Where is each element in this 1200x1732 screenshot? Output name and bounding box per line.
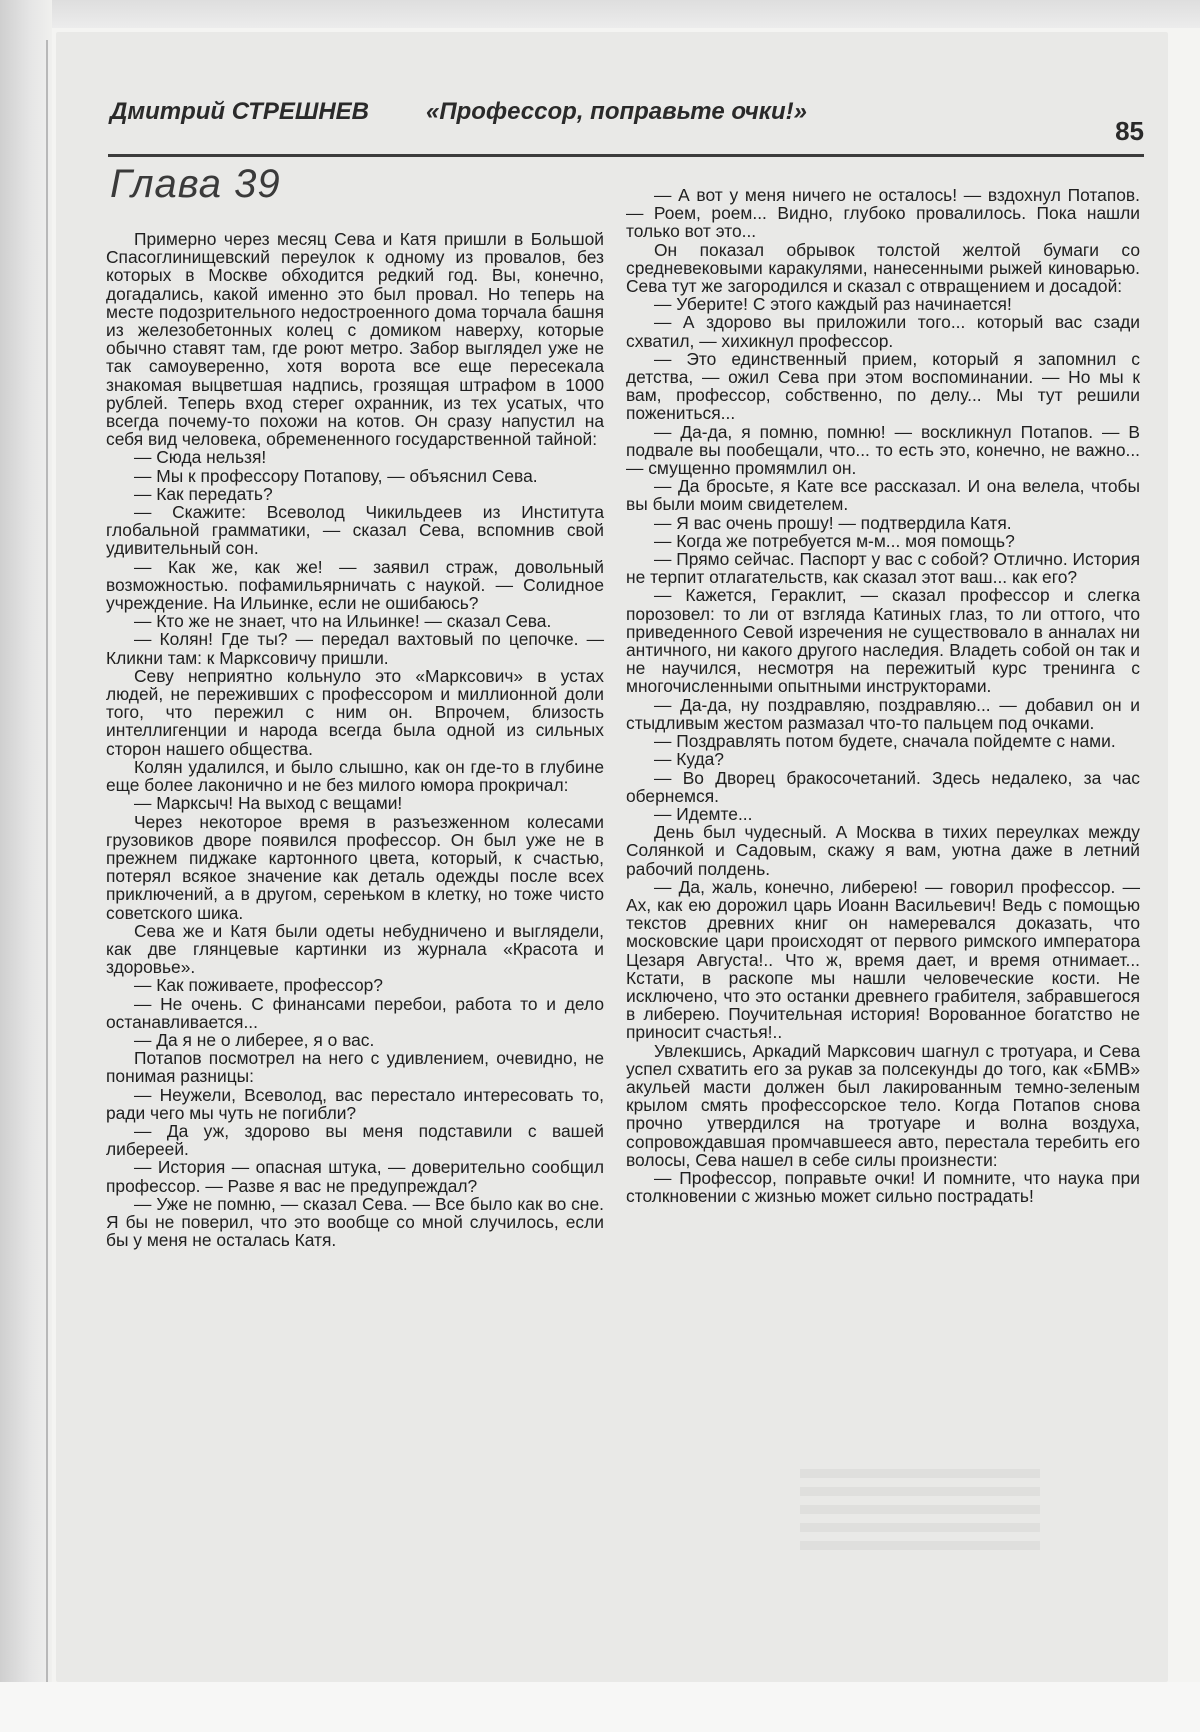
paragraph: — А вот у меня ничего не осталось! — вздохнул Потапов. — Роем, роем... Видно, глубоко провалилось. Пока нашли только вот это... bbox=[626, 185, 1140, 242]
paragraph: — История — опасная штука, — доверительно сообщил профессор. — Разве я вас не предупреждал? bbox=[106, 1157, 604, 1196]
header-title: «Профессор, поправьте очки!» bbox=[426, 98, 807, 125]
running-header bbox=[108, 96, 1144, 157]
scan-bottom-edge bbox=[0, 1682, 1200, 1732]
page-number: 85 bbox=[1115, 116, 1144, 146]
paragraph: — Поздравлять потом будете, сначала пойдемте с нами. bbox=[654, 731, 1116, 752]
paragraph: — Куда? bbox=[654, 749, 724, 770]
paragraph: — Профессор, поправьте очки! И помните, что наука при столкновении с жизнью может сильно пострадать! bbox=[626, 1167, 1140, 1207]
paragraph: — Да бросьте, я Кате все рассказал. И она велела, чтобы вы были моим свидетелем. bbox=[626, 476, 1140, 515]
paragraph: — Да-да, я помню, помню! — воскликнул Потапов. — В подвале вы пообещали, что... то есть это, конечно, не важно... — смущенно промямлил он. bbox=[626, 421, 1140, 479]
paragraph: Через некоторое время в разъезженном колесами грузовиков дворе появился профессор. Он был уже не в прежнем пиджаке картонного цвета, который, к счастью, потерял всякое значение как деталь одежды после всех приключений, а в другом, серењком в клетку, но тоже чисто советского шика. bbox=[106, 811, 604, 923]
paragraph: — Как же, как же! — заявил страж, довольный возможностью. пофамильярничать с наукой. — Солидное учреждение. На Ильинке, если не ошибаюсь? bbox=[106, 556, 604, 614]
paragraph: — Да уж, здорово вы меня подставили с вашей либереей. bbox=[106, 1120, 604, 1160]
paragraph: — Да-да, ну поздравляю, поздравляю... — добавил он и стыдливым жестом размазал что-то пальцем под очками. bbox=[626, 694, 1140, 733]
paragraph: Колян удалился, и было слышно, как он где-то в глубине еще более лаконично и не без милого юмора прокричал: bbox=[106, 756, 604, 796]
paragraph: — Уже не помню, — сказал Сева. — Все было как во сне. Я бы не поверил, что это вообще со мной случилось, если бы у меня не осталась Катя. bbox=[106, 1193, 604, 1251]
paragraph: — Идемте... bbox=[654, 803, 753, 824]
paragraph: — Марксыч! На выход с вещами! bbox=[134, 793, 403, 814]
paragraph: — Не очень. С финансами перебои, работа то и дело останавливается... bbox=[106, 993, 604, 1032]
chapter-heading: Глава 39 bbox=[110, 162, 281, 206]
paragraph: — Кто же не знает, что на Ильинке! — сказал Сева. bbox=[134, 611, 552, 632]
paragraph: — А здорово вы приложили того... который вас сзади схватил, — хихикнул профессор. bbox=[626, 312, 1140, 351]
paragraph: — Да я не о либерее, я о вас. bbox=[134, 1029, 375, 1050]
paragraph: — Да, жаль, конечно, либерею! — говорил профессор. — Ах, как ею дорожил царь Иоанн Васильевич! Ведь с помощью текстов древних книг он намеревался доказать, что московские цари происходят от первого римского императора Цезаря Августа!.. Что ж, время дает, и время отнимает... Кстати, в раскопе мы нашли человеческие кости. Не исключено, что это останки древнего грабителя, забравшегося в либерею. Поучительная история! Ворованное богатство не приносит счастья!.. bbox=[626, 876, 1140, 1043]
paragraph: — Это единственный прием, который я запомнил с детства, — ожил Сева при этом воспоминании. — Но мы к вам, профессор, собственно, по делу... Мы тут решили пожениться... bbox=[626, 348, 1140, 424]
paragraph: — Как поживаете, профессор? bbox=[134, 975, 383, 996]
paragraph: Потапов посмотрел на него с удивлением, очевидно, не понимая разницы: bbox=[106, 1048, 604, 1087]
paragraph: Примерно через месяц Сева и Катя пришли в Большой Спасоглинищевский переулок к одному из провалов, без которых в Москве обходится редкий год. Вы, конечно, догадались, какой именно это был провал. Но теперь на месте подозрительного недостроенного дома торчала башня из железобетонных колец с домиком наверху, которые обычно ставят там, где роют метро. Забор выглядел уже не так самоуверенно, хотя ворота все еще пересекала знакомая выцветшая надпись, грозящая штрафом в 1000 рублей. Теперь вход стерег охранник, из тех усатых, что всегда почему-то похожи на котов. Он сразу напустил на себя вид человека, обремененного государственной тайной: bbox=[106, 229, 604, 450]
header-author: Дмитрий СТРЕШНЕВ bbox=[110, 98, 369, 125]
paragraph: — Во Дворец бракосочетаний. Здесь недалеко, за час обернемся. bbox=[626, 767, 1140, 806]
left-column bbox=[106, 230, 604, 1249]
book-gutter bbox=[0, 0, 52, 1732]
scan-top-edge bbox=[0, 0, 1200, 28]
paragraph: — Мы к профессору Потапову, — объяснил Сева. bbox=[134, 465, 538, 486]
paragraph: Севу неприятно кольнуло это «Марксович» в устах людей, не переживших с профессором и миллионной доли того, что пережил с ним он. Впрочем, близость интеллигенции и народа всегда была одной из сильных сторон нашего общества. bbox=[106, 665, 604, 759]
paragraph: — Колян! Где ты? — передал вахтовый по цепочке. — Кликни там: к Марксовичу пришли. bbox=[106, 629, 604, 668]
paragraph: — Скажите: Всеволод Чикильдеев из Института глобальной грамматики, — сказал Сева, вспомнив свой удивительный сон. bbox=[106, 502, 604, 559]
paragraph: — Прямо сейчас. Паспорт у вас с собой? Отлично. История не терпит отлагательств, как сказал этот ваш... как его? bbox=[626, 549, 1140, 588]
paragraph: Он показал обрывок толстой желтой бумаги со средневековыми каракулями, нанесенными рыжей киноварью. Сева тут же загородился и сказал с отвращением и досадой: bbox=[626, 239, 1140, 297]
paragraph: — Как передать? bbox=[134, 483, 273, 504]
paragraph: Сева же и Катя были одеты небудничено и выглядели, как две глянцевые картинки из журнала «Красота и здоровье». bbox=[106, 920, 604, 978]
gutter-fold-line bbox=[46, 40, 48, 1690]
faint-bleedthrough bbox=[800, 1460, 1040, 1600]
paragraph: День был чудесный. А Москва в тихих переулках между Солянкой и Садовым, скажу я вам, уютна даже в летний рабочий полдень. bbox=[626, 822, 1140, 879]
right-column bbox=[626, 186, 1140, 1205]
paragraph: — Когда же потребуется м-м... моя помощь? bbox=[654, 530, 1015, 551]
paragraph: — Сюда нельзя! bbox=[134, 447, 267, 468]
paragraph: — Неужели, Всеволод, вас перестало интересовать то, ради чего мы чуть не погибли? bbox=[106, 1084, 604, 1123]
paragraph: — Кажется, Гераклит, — сказал профессор и слегка порозовел: то ли от взгляда Катиных глаз, то ли оттого, что приведенного Севой изречения не существовало в анналах ни античного, ни какого другого наследия. Владеть собой он так и не научился, несмотря на пережитый курс тренинга с многочисленными опытными инструкторами. bbox=[626, 585, 1140, 697]
paragraph: — Я вас очень прошу! — подтвердила Катя. bbox=[654, 512, 1012, 533]
paragraph: — Уберите! С этого каждый раз начинается! bbox=[654, 294, 1012, 315]
paragraph: Увлекшись, Аркадий Марксович шагнул с тротуара, и Сева успел схватить его за рукав за полсекунды до того, как «БМВ» акульей масти должен был лакированным темно-зеленым крылом смять профессорское тело. Когда Потапов снова прочно утвердился на тротуаре и волна воздуха, сопровождавшая промчавшееся авто, перестала теребить его волосы, Сева нашел в себе силы произнести: bbox=[626, 1040, 1140, 1170]
